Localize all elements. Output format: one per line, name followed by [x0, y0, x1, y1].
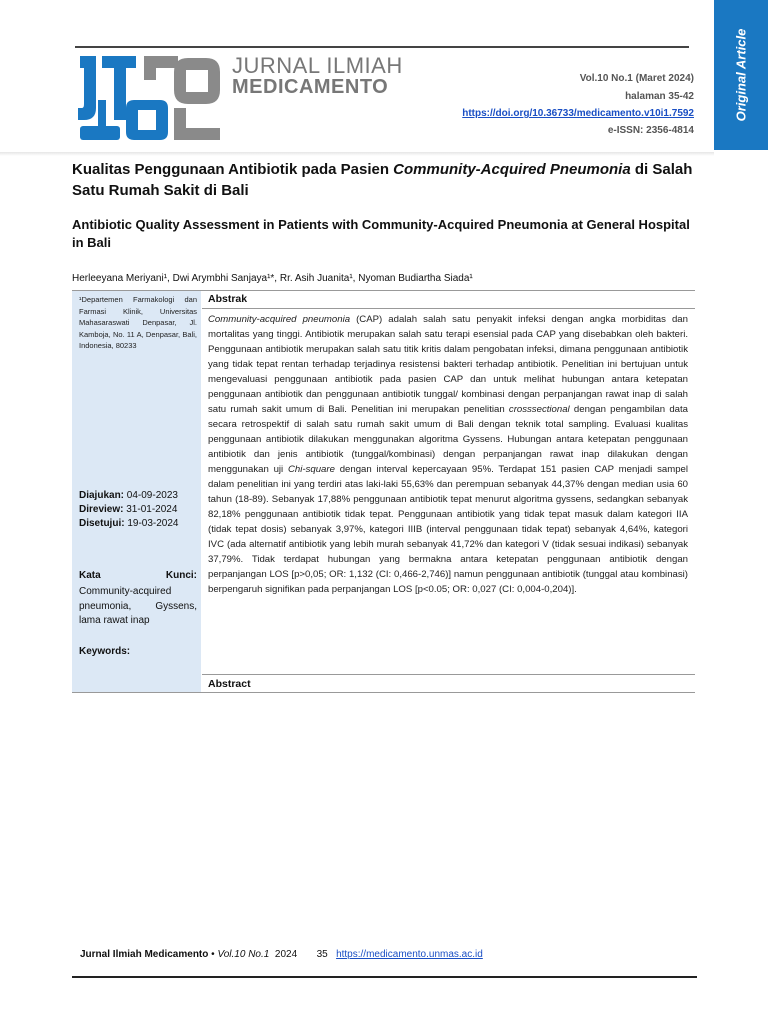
abstrak-text-3: dengan interval kepercayaan 95%. Terdapat 151 pasien CAP menjadi sampel dalam penelitian ini yang terdiri atas laki-laki 55,63% dan perempuan sebanyak 44,37% dengan median usia 60 tahun (18-89). Sebanyak 17,88% penggunaan antibiotik tepat menurut algoritma gyssens, sedangkan sebanyak 82,18% penggunaan antibiotik tidak tepat. Penggunaan antibiotik yang tidak tepat masuk dalam kategori IIA (tidak tepat dosis) sebanyak 3,97%, kategori IIIB (interval penggunaan tidak tepat) sebanyak 4,64%, kategori IVC (ada alternatif antibiotik yang lebih murah sebanyak 41,72% dan kategori V (tidak sesuai indikasi) sebanyak 37,79%. Tidak terdapat hubungan yang bermakna antara ketepatan penggunaan antibiotik dengan perpanjangan LOS [p>0,05; OR: 1,132 (CI: 0,466-2,746)] namun penggunaan antibiotik (tunggal atau kombinasi) berpengaruh signifikan pada perpanjangan LOS [p<0.05; OR: 0,027 (CI: 0,004-0,204)]. — [208, 464, 688, 595]
journal-logo-icon — [74, 50, 224, 144]
abstrak-body — [208, 312, 688, 597]
article-title-indonesian — [72, 159, 702, 201]
original-article-label: Original Article — [733, 28, 749, 122]
abstract-heading-rule — [202, 674, 695, 675]
author-list: Herleeyana Meriyani¹, Dwi Arymbhi Sanjaya¹*, Rr. Asih Juanita¹, Nyoman Budiartha Siada¹ — [72, 273, 473, 284]
abstrak-text-2: dengan pengambilan data secara retrospektif di salah satu rumah sakit umum di Bali dengan teknik total sampling. Evaluasi kualitas penggunaan antibiotik dilakukan menggunakan algoritma Gyssens. Hubungan antara ketepatan penggunaan antibiotik dan jenis antibiotik (tunggal/kombinasi) dengan perpanjangan rawat inap dilakukan dengan menggunakan uji — [208, 404, 688, 475]
original-article-tab — [714, 0, 768, 150]
title-text-1: Kualitas Penggunaan Antibiotik pada Pasien — [72, 161, 394, 178]
kata-label-2: Kunci: — [165, 570, 197, 581]
received-date — [79, 489, 179, 503]
submission-dates — [79, 489, 179, 531]
issn: e-ISSN: 2356-4814 — [607, 125, 694, 136]
abstrak-term-crosssectional: crosssectional — [508, 404, 570, 415]
reviewed-date — [79, 503, 179, 517]
abstrak-heading-rule — [202, 308, 695, 309]
reviewed-value: 31-01-2024 — [123, 504, 178, 515]
journal-name-line2: MEDICAMENTO — [232, 76, 389, 98]
accepted-value: 19-03-2024 — [124, 518, 179, 529]
doi-link[interactable]: https://doi.org/10.36733/medicamento.v10i1.7592 — [462, 108, 694, 119]
title-text-2: di Salah Satu Rumah Sakit di Bali — [72, 161, 693, 199]
footer-year: 2024 — [274, 949, 298, 960]
title-text-italic: Community-Acquired Pneumonia — [393, 161, 631, 178]
footer-page-number: 35 — [316, 949, 328, 960]
footer-url-link[interactable]: https://medicamento.unmas.ac.id — [336, 949, 483, 960]
article-title-english: Antibiotic Quality Assessment in Patients with Community-Acquired Pneumonia at General Hospital in Bali — [72, 217, 690, 250]
page-footer — [80, 949, 483, 960]
footer-rule — [72, 976, 697, 978]
kata-kunci-label — [79, 570, 197, 581]
abstrak-term-cap: Community-acquired pneumonia — [208, 314, 351, 325]
abstrak-heading: Abstrak — [208, 293, 248, 305]
header-top-rule — [75, 46, 689, 48]
volume-info: Vol.10 No.1 (Maret 2024) — [579, 73, 694, 84]
header-divider — [0, 152, 714, 156]
kata-kunci-value: Community-acquired pneumonia, Gyssens, lama rawat inap — [79, 586, 197, 626]
journal-name-line1: JURNAL ILMIAH — [232, 53, 403, 78]
affiliation: ¹Departemen Farmakologi dan Farmasi Klinik, Universitas Mahasaraswati Denpasar, Jl. Kamboja, No. 11 A, Denpasar, Bali, Indonesia, 80233 — [79, 295, 197, 350]
abstrak-text-1: (CAP) adalah salah satu penyakit infeksi dengan angka morbiditas dan mortalitas yang tinggi. Antibiotik merupakan salah satu terapi esensial pada CAP yang disebabkan oleh bakteri. Penggunaan antibiotik merupakan salah satu titik kritis dalam pengobatan infeksi, dimana penggunaan antibiotik yang tidak tepat rentan terhadap terjadinya resistensi bakteri terhadap antibiotik. Penelitian ini bertujuan untuk mengevaluasi penggunaan antibiotik pada pasien CAP dan untuk melihat hubungan antara ketepatan penggunaan antibiotik dan penggunaan antibiotik tunggal/ kombinasi dengan perpanjangan rawat inap di salah satu rumah sakit umum di Bali. Penelitian ini merupakan penelitian — [208, 314, 688, 415]
table-bottom-rule — [72, 692, 695, 693]
abstract-table — [72, 290, 695, 693]
received-value: 04-09-2023 — [124, 490, 178, 501]
accepted-label: Disetujui: — [79, 518, 125, 529]
reviewed-label: Direview: — [79, 504, 124, 515]
keywords-label: Keywords: — [79, 646, 131, 657]
table-top-rule — [72, 290, 695, 291]
abstrak-term-chi-square: Chi-square — [287, 464, 335, 475]
accepted-date — [79, 517, 179, 531]
page-range: halaman 35-42 — [625, 91, 694, 102]
footer-journal-name: Jurnal Ilmiah Medicamento — [80, 949, 209, 960]
footer-bullet: • — [208, 949, 218, 960]
kata-label-1: Kata — [79, 570, 101, 581]
abstract-heading: Abstract — [208, 678, 251, 690]
received-label: Diajukan: — [79, 490, 125, 501]
footer-volume: Vol.10 No.1 — [217, 949, 270, 960]
